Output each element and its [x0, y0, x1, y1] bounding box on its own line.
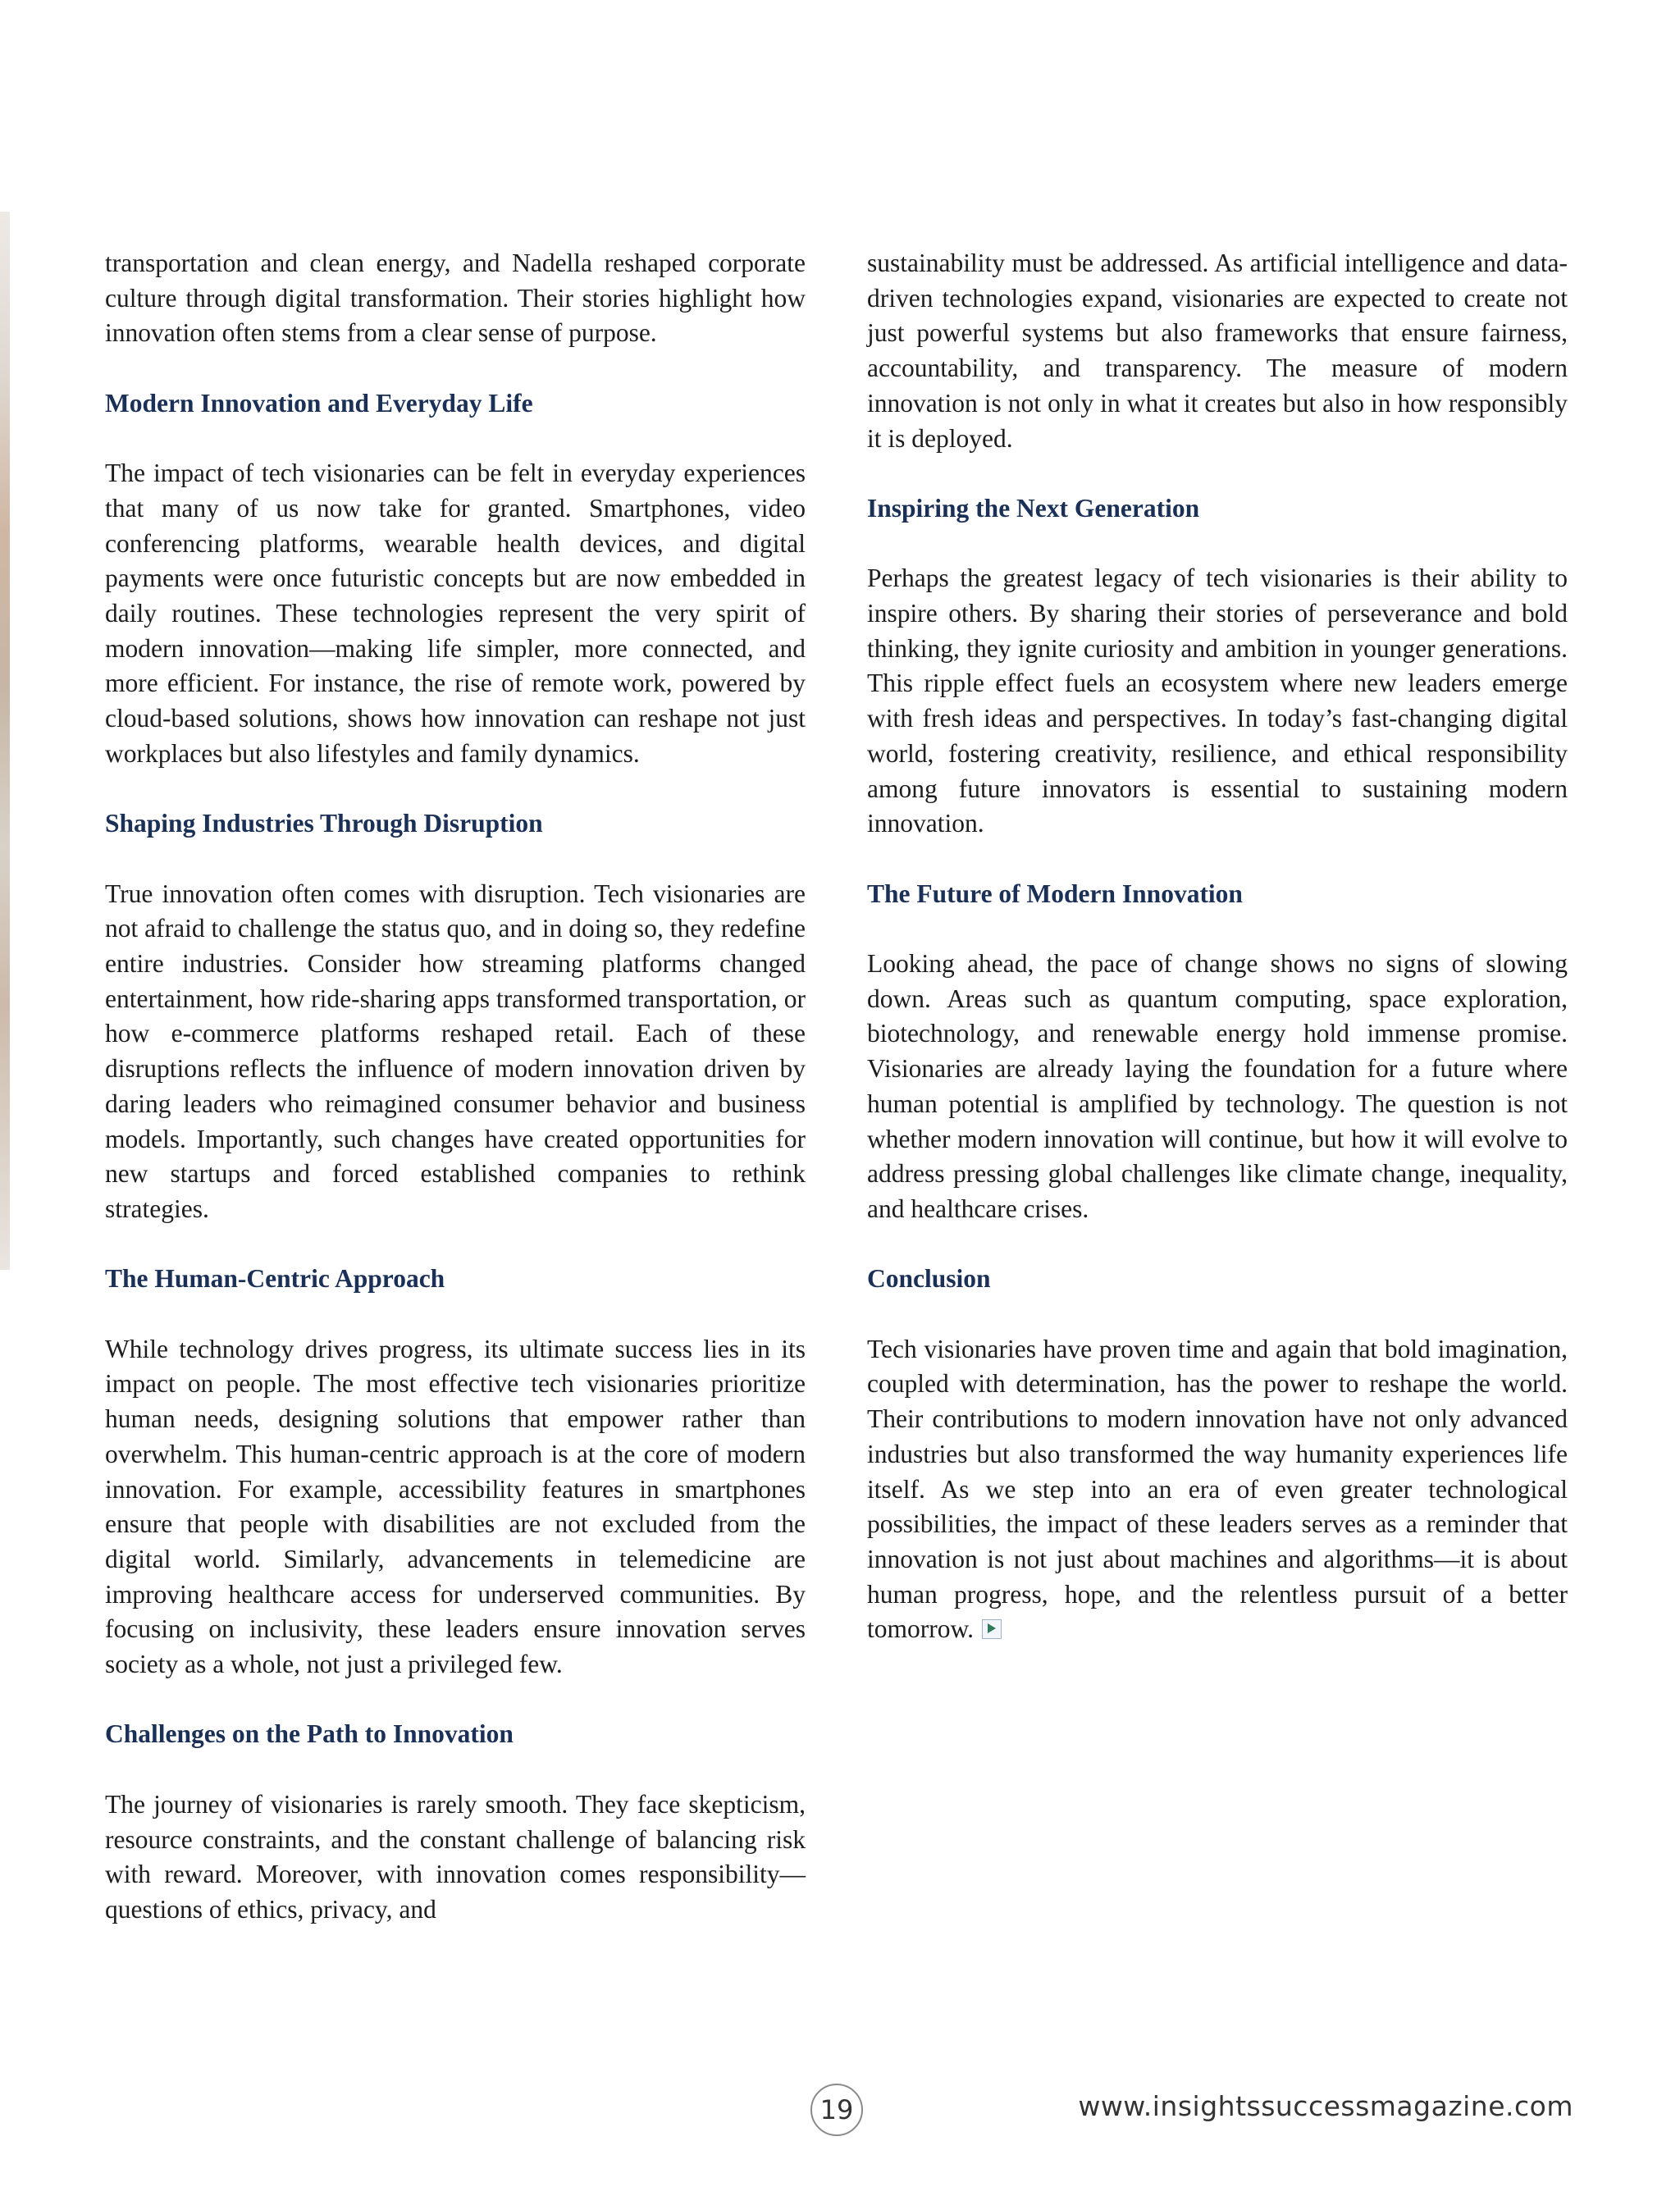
- right-paragraph-continuation: sustainability must be addressed. As artificial intelligence and data-driven technologies expand, visionaries are expected to create not just powerful systems but also frameworks that ensure fairness, accountability, and transparency. The measure of modern innovation is not only in what it creates but also in how responsibly it is deployed.: [867, 249, 1568, 453]
- conclusion-text: Tech visionaries have proven time and again that bold imagination, coupled with determination, has the power to reshape the world. Their contributions to modern innovation have not only advanced industries but also transformed the way humanity experiences life itself. As we step into an era of even greater technological possibilities, the impact of these leaders serves as a reminder that innovation is not just about machines and algorithms—it is about human progress, hope, and the relentless pursuit of a better tomorrow.: [867, 1334, 1568, 1644]
- heading-future-of-innovation: The Future of Modern Innovation: [867, 879, 1243, 908]
- paragraph-challenges: The journey of visionaries is rarely smooth. They face skepticism, resource constraints, and the constant challenge of balancing risk with reward. Moreover, with innovation comes responsibility—questions of ethics, privacy, and: [105, 1789, 806, 1924]
- paragraph-human-centric: While technology drives progress, its ultimate success lies in its impact on people. The most effective tech visionaries prioritize human needs, designing solutions that empower rather than overwhelm. This human-centric approach is at the core of modern innovation. For example, accessibility features in smartphones ensure that people with disabilities are not excluded from the digital world. Similarly, advancements in telemedicine are improving healthcare access for underserved communities. By focusing on inclusivity, these leaders ensure innovation serves society as a whole, not just a privileged few.: [105, 1334, 806, 1679]
- heading-modern-innovation-everyday-life: Modern Innovation and Everyday Life: [105, 388, 533, 418]
- paragraph-conclusion: [867, 1332, 1568, 1647]
- heading-inspiring-next-generation: Inspiring the Next Generation: [867, 493, 1200, 523]
- left-paragraph-intro: transportation and clean energy, and Nadella reshaped corporate culture through digital transformation. Their stories highlight how innovation often stems from a clear sense of purpose.: [105, 249, 806, 348]
- paragraph-future: Looking ahead, the pace of change shows no signs of slowing down. Areas such as quantum computing, space exploration, biotechnology, and renewable energy hold immense promise. Visionaries are already laying the foundation for a future where human potential is amplified by technology. The question is not whether modern innovation will continue, but how it will evolve to address pressing global challenges like climate change, inequality, and healthcare crises.: [867, 949, 1568, 1223]
- left-column: [105, 246, 806, 1928]
- right-column: [867, 246, 1568, 1647]
- article-end-icon: [982, 1619, 1002, 1639]
- page-number: 19: [810, 2084, 863, 2136]
- previous-page-image-edge: [0, 212, 10, 1270]
- paragraph-disruption: True innovation often comes with disruption. Tech visionaries are not afraid to challenge the status quo, and in doing so, they redefine entire industries. Consider how streaming platforms changed entertainment, how ride-sharing apps transformed transportation, or how e-commerce platforms reshaped retail. Each of these disruptions reflects the influence of modern innovation driven by daring leaders who reimagined consumer behavior and business models. Importantly, such changes have created opportunities for new startups and forced established companies to rethink strategies.: [105, 879, 806, 1223]
- magazine-website: www.insightssuccessmagazine.com: [1078, 2090, 1573, 2122]
- paragraph-next-generation: Perhaps the greatest legacy of tech visionaries is their ability to inspire others. By sharing their stories of perseverance and bold thinking, they ignite curiosity and ambition in younger generations. This ripple effect fuels an ecosystem where new leaders emerge with fresh ideas and perspectives. In today’s fast-changing digital world, fostering creativity, resilience, and ethical responsibility among future innovators is essential to sustaining modern innovation.: [867, 564, 1568, 838]
- heading-human-centric-approach: The Human-Centric Approach: [105, 1264, 445, 1294]
- heading-challenges: Challenges on the Path to Innovation: [105, 1719, 514, 1749]
- paragraph-everyday-life: The impact of tech visionaries can be felt in everyday experiences that many of us now take for granted. Smartphones, video conferencing platforms, wearable health devices, and digital payments were once futuristic concepts but are now embedded in daily routines. These technologies represent the very spirit of modern innovation—making life simpler, more connected, and more efficient. For instance, the rise of remote work, powered by cloud-based solutions, shows how innovation can reshape not just workplaces but also lifestyles and family dynamics.: [105, 459, 806, 768]
- heading-shaping-industries: Shaping Industries Through Disruption: [105, 809, 543, 838]
- heading-conclusion: Conclusion: [867, 1264, 991, 1294]
